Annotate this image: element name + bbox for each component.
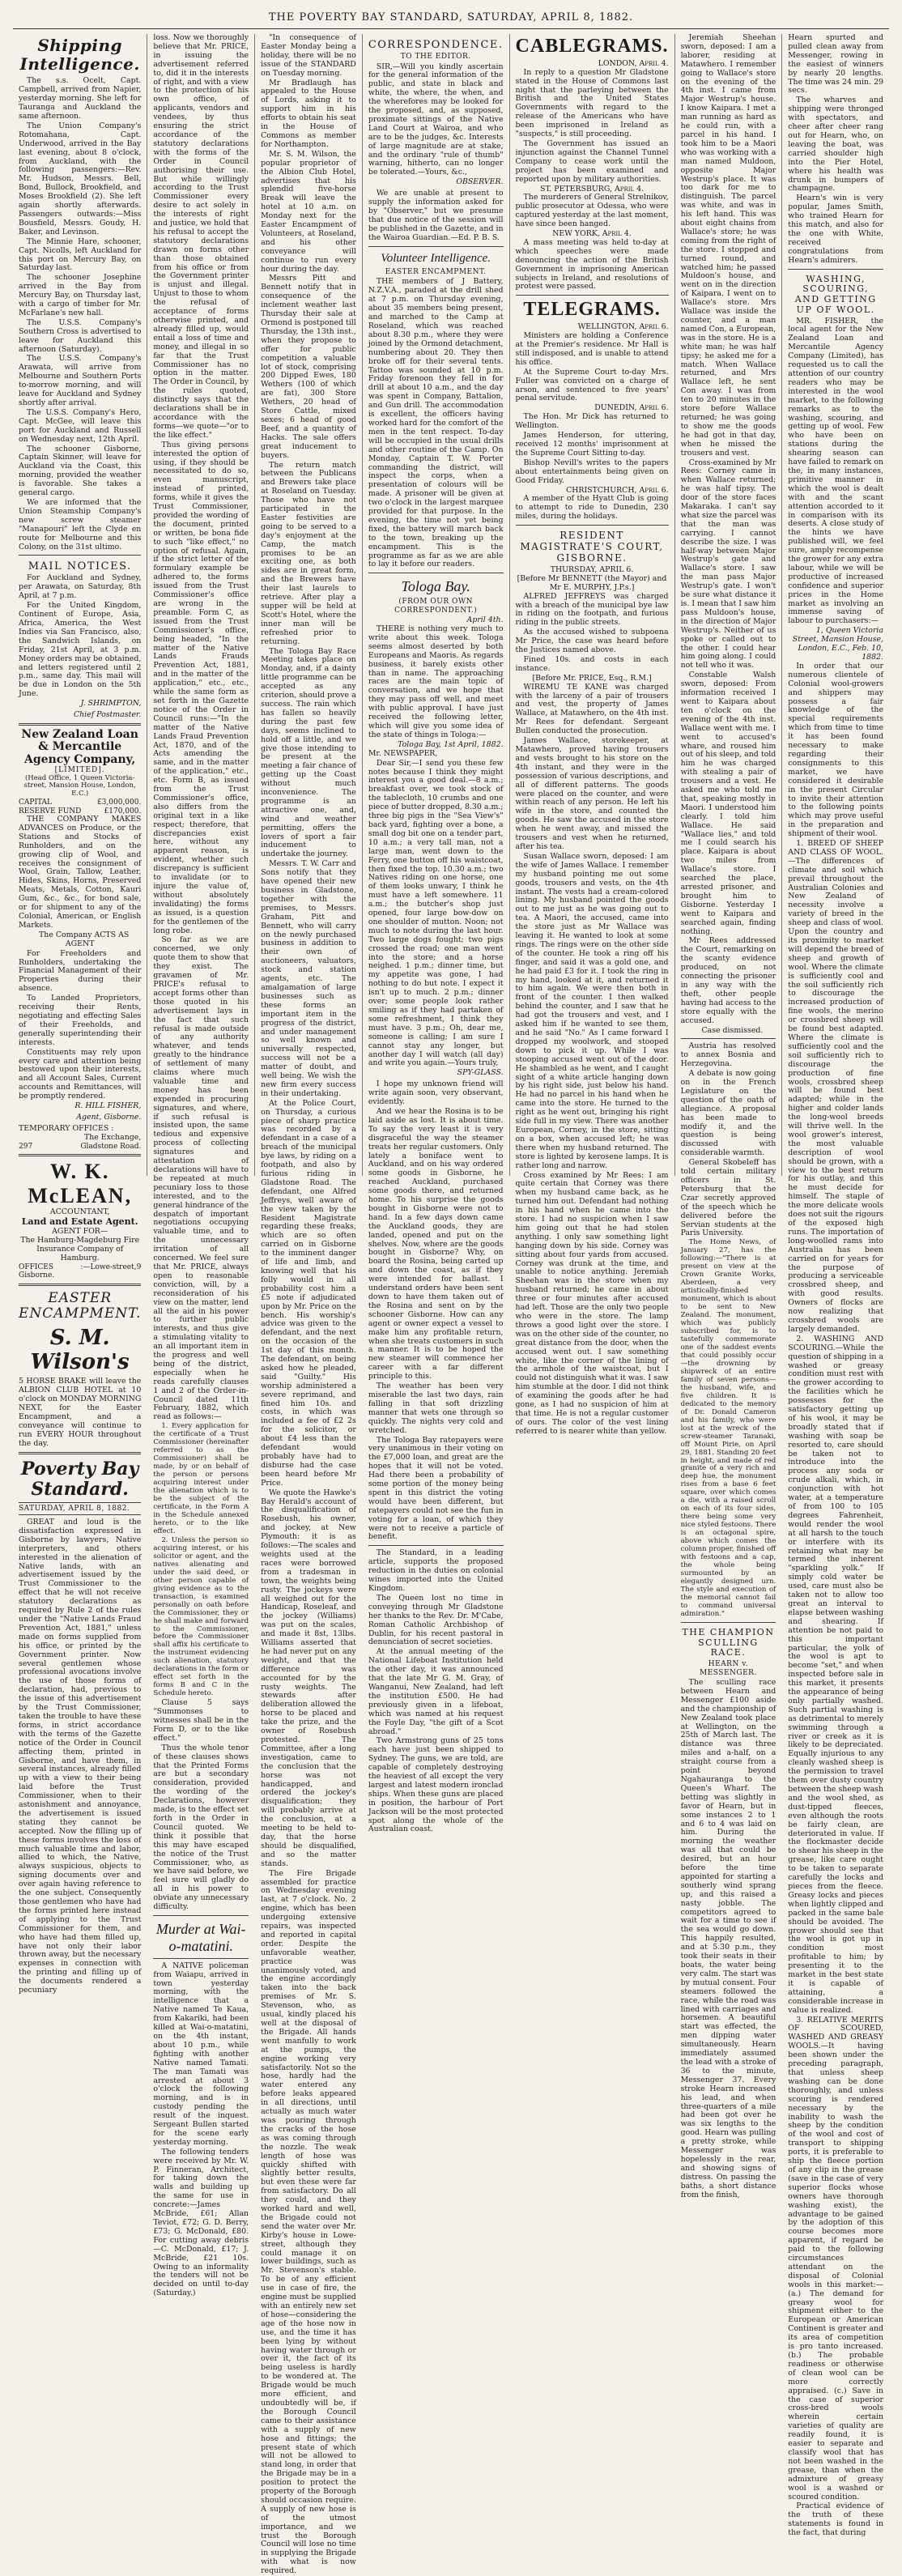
tologa-sub: (FROM OUR OWN CORRESPONDENT.): [394, 598, 478, 615]
signature: OBSERVER.: [456, 177, 504, 187]
reserve-value: £170,000.: [104, 807, 142, 815]
article-paragraph: The wharves and shipping were thronged with spectators, and cheer after cheer rang out for Hearn, who, on leaving the boat, was carried shoulder high into the Pier Hotel, where his health was drunk in bumpers of champagne.: [788, 96, 884, 194]
masthead: THE POVERTY BAY STANDARD, SATURDAY, APRIL 8, 1882.: [13, 11, 889, 29]
wk-subtitle-2: Land and Estate Agent.: [21, 1216, 138, 1228]
divider: [516, 525, 669, 526]
ad-title: New Zealand Loan & Mercantile Agency Company,: [21, 727, 138, 766]
column-1: [13, 34, 147, 1995]
divider: [19, 1452, 141, 1454]
article-paragraph: The Union Company's Rotomahana, Capt. Underwood, arrived in the Bay last evening, about 8 o'clock, from Auckland, with the following passengers:—Rev. Mr. Hudson, Messrs. Bell, Bond, Bullock, Brookfield, and Moses Brookfield (2). She left again shortly afterwards. Passengers outwards:—Miss Bousfield, Messrs. Goudy, H. Baker, and Levinson.: [19, 121, 142, 236]
article-paragraph: A debate is now going on in the French Legislature on the question of the oath of allegiance. A proposal has been made to modify it, and the question is being discussed with considerable warmth.: [680, 1069, 776, 1158]
murder-heading: Murder at Wai-o-matatini.: [155, 1920, 246, 1954]
article-paragraph: The schooner Josephine arrived in the Bay from Mercury Bay, on Thursday last, with a cargo of timber for Mr. McFarlane's new hall.: [19, 273, 142, 317]
column-5: [510, 34, 675, 1436]
article-paragraph: 2. Unless the person so acquiring interest, or his solicitor or agent, and the natives alienating and under the said deed, or other person capable of giving evidence as to the transaction, is examined personally on oath before the Commissioner, they or he shall make and forward to the Commissioner, before the Commissioner shall affix his certificate to the instrument evidencing such alienation, statutory declarations in the form or effect set forth in the forms B and C in the Schedule hereto.: [153, 1535, 249, 1698]
article-paragraph: Two Armstrong guns of 25 tons each have just been shipped to Sydney. The guns, we are told, are capable of completely destroying the heaviest of all except the very largest and latest modern ironclad ships. When these guns are placed in position, the harbour of Port Jackson will be the most protected spot along the whole of the Australian coast.: [368, 1736, 504, 1834]
article-paragraph: THERE is nothing very much to write about this week. Tologa seems almost deserted by both Europeans and Maoris. As regards business, it barely exists other than in name. The approaching races are the main topic of conversation, and we hope that they may pass off well, and meet with public approval. I have just received the following letter, which will give you some idea of the state of things in Tologa:—: [368, 624, 504, 739]
article-paragraph: The Company ACTS AS AGENT: [39, 930, 130, 948]
article-paragraph: Practical evidence of the truth of these statements is found in the fact, that during: [788, 2501, 884, 2538]
article-paragraph: The Standard, in a leading article, supports the proposed reduction in the duties on colonial wines imported into the United Kingdom.: [368, 1548, 504, 1593]
dateline: NEW YORK, April 4.: [552, 229, 632, 239]
column-4: [363, 34, 510, 1834]
article-paragraph: SIR,—Will you kindly ascertain for the general information of the public, and state in black and white, the where, the when, and the wherefores may be looked for the proposed, and, as supposed, proximate sittings of the Native Land Court at Wairoa, and who are to be the judges, &c. Interests of large magnitude are at stake, and the ordinary "rule of thumb" warning, hitherto, can no longer be tolerated.—Yours, &c.,: [368, 62, 504, 177]
dateline: DUNEDIN, April 6.: [594, 403, 669, 413]
article-paragraph: The Minnie Hare, schooner, Capt. Nicolls, left Auckland for this port on Mercury Bay, on Saturday last.: [19, 236, 142, 273]
shipping-heading: Shipping Intelligence.: [19, 36, 140, 75]
wk-offices-row: [19, 1263, 141, 1280]
article-paragraph: Hearn's win is very popular, James Smith, who trained Hearn for this match, and also for the one with White, received congratulations from Hearn's admirers.: [788, 194, 884, 265]
article-paragraph: Austria has resolved to annex Bosnia and Herzegovina.: [680, 1041, 776, 1069]
article-paragraph: loss. Now we thoroughly believe that Mr. PRICE, in issuing the advertisement referred to, did it in the interests of right, and with a view to the protection of his own office, of applicants, vendors and vendees, by thus ensuring the strict accordance of the statutory declarations with the forms of the Order in Council authorising their use. But while willingly according to the Trust Commissioner every desire to act solely in the interests of right and justice, we hold that his refusal to accept the statutory declarations drawn on forms other than those obtained from his office or from the Government printer is unjust and illegal. Unjust to those to whom the refusal of acceptance of forms otherwise printed, and already filled up, would entail a loss of time and money, and illegal in so far that the Trust Commissioner has no option in the matter. The Order in Council, by the rules quoted, distinctly says that the declarations shall be in accordance with the forms—we quote—"or to the like effect.": [153, 33, 249, 440]
article-paragraph: The following tenders were received by Mr. W. P. Finneran, Architect, for taking down the walls and building up the same for use in concrete:—James McBride, £61; Allan Teviot, £72; G. D. Berry, £73; G. McDonald, £80. For cutting away debris—C. McDonald, £17; J. McBride, £21 10s. Owing to an informality the tenders will not be decided on until to-day (Saturday.): [153, 2147, 249, 2298]
signature: SPY-GLASS.: [457, 1068, 504, 1078]
article-paragraph: Constable Walsh sworn, deposed: From information received I went to Kaipara about ten o'clock on the evening of the 4th inst. Wallace went with me. I went to accused's whare, and roused him out of his sleep, and told him he was charged with stealing a pair of trousers and a vest. He asked me who told me that, speaking mostly in Maori. I understood him clearly. I told him Wallace. He said "Wallace lies," and told me I could search his place. Kaipara is about two miles from Wallace's store. I searched the place, arrested prisoner, and brought him to Gisborne. Yesterday I went to Kaipara and searched again, finding nothing.: [680, 671, 776, 936]
article-paragraph: James Wallace, storekeeper, at Matawhero, proved having trousers and vests brought to his store on the 4th instant, and they were in the possession of various descriptions, and all of different patterns. The goods were placed on the counter, and were within reach of any person. He left his wife in the store, and counted the goods. He saw the accused in the store when he went away, and missed the trousers and vest when he returned, after his tea.: [515, 736, 669, 851]
column-2: [147, 33, 255, 2298]
article-paragraph: For Freeholders and Runholders, undertaking the Financial Management of their Properties during their absence.: [19, 948, 142, 994]
article-paragraph: A mass meeting was held to-day at which speeches were made denouncing the action of the British Government in imprisoning American subjects in Ireland, and resolutions of protest were passed.: [515, 237, 669, 292]
rm-date: THURSDAY, APRIL 6.: [550, 564, 634, 574]
volunteer-sub: EASTER ENCAMPMENT.: [385, 268, 487, 277]
column-6: [675, 33, 783, 2199]
article-paragraph: In reply to a question Mr Gladstone stated in the House of Commons last night that the parleying between the British and the United States Governments with regard to the release of the Americans who have been imprisoned in Ireland as "suspects," is still proceeding.: [515, 67, 669, 139]
article-paragraph: I hope my unknown friend will write again soon, very observant, evidently.: [368, 1079, 504, 1107]
article-paragraph: Mr Rees addressed the Court, remarking on the scanty evidence produced, on not connecting the prisoner in any way with the theft, other people having had access to the store equally with the accused.: [680, 936, 776, 1025]
article-paragraph: Messrs. T. W. Carr and Sons notify that they have opened their new business in Gladstone, together with the premises, to Messrs. Graham, Pitt and Bennett, who will carry on the newly purchased business in addition to their own of auctioneers, valuators, stock and station agents, etc. The amalgamation of large businesses such as these forms an important item in the progress of the district, and under management so well known and universally respected, success will not be a matter of doubt, and well being. We wish the new firm every success in their undertaking.: [261, 859, 356, 1098]
article-paragraph: 3. RELATIVE MERITS OF SCOURED, WASHED AND GREASY WOOLS.—It having been shown under the preceding paragraph, that unless sheep washing can be done thoroughly, and unless scouring is rendered necessary by the inability to wash the sheep by the condition of the wool and cost of transport to shipping ports, it is preferable to ship the fleece portion of any clip in the grease (save in the case of very superior flocks whose owners have thorough washing exist), the advantage to be gained by the adoption of this course becomes more apparent, if regard be paid to the following circumstances attendant on the disposal of Colonial wools in this market:—(a.) The demand for greasy wool for shipment either to the European or American Continent is greater and its area of competition is pro tanto increased. (b.) The probable readiness or otherwise of clean wool can be more correctly appraised. (c.) Save in the case of superior cross-bred wools wherein certain varieties of quality are readily found, it is easier to separate and classify wool that has not been washed in the grease, than when the admixture of greasy wool is a washed or scoured condition.: [788, 2015, 884, 2501]
dateline: CHRISTCHURCH, April 6.: [566, 485, 669, 495]
article-paragraph: The return match between the Publicans and Brewers take place at Roseland on Tuesday. Those who have not participated in the Easter festivities are going to be served to a day's enjoyment at the Camp, the match promises to be an exciting one, as both sides are in great form, and the Brewers have their last laurels to retrieve. After play a supper will be held at Scott's Hotel, where the inner man will be refreshed prior to returning.: [261, 460, 356, 646]
signature: J. SHRIMPTON,: [80, 699, 142, 709]
letter-date: Tologa Bay, 1st April, 1882.: [398, 739, 504, 749]
article-paragraph: For Auckland and Sydney, per Arawata, on Saturday, 8th April, at 7 p.m.: [19, 573, 142, 601]
article-paragraph: At the annual meeting of the National Lifeboat Institution held the other day, it was announced that the late Mr G. M. Gray, of Wanganui, New Zealand, had left the institution £500. He had previously given in a lifeboat, which was named at his request the Foyle Day, "the gift of a Scot abroad.": [368, 1647, 504, 1736]
temp-row: [19, 1143, 141, 1151]
article-paragraph: At the Supreme Court to-day Mrs. Fuller was convicted on a charge of arson, and sentenced to five years' penal servitude.: [515, 367, 669, 403]
ad-subtitle: [LIMITED].: [54, 766, 105, 775]
article-paragraph: At the Police Court, on Thursday, a curious piece of sharp practice was recorded by a defendant in a case of a breach of the municipal bye laws, by riding on a footpath, and also by furious riding in Gladstone Road. The defendant, one Alfred Jeffreys, well aware of the view taken by the Resident Magistrate regarding these freaks, which are so often carried on in Gisborne to the imminent danger of life and limb, and knowing well that his folly would in all probability cost him a £5 note if adjudicated upon by Mr. Price on the bench. His worship's advice was given to the defendant, and the next on the occasion of the 1st day of this month. The defendant, on being asked how he pleaded, said "Guilty." His worship administered a severe reprimand, and fined him 10s. and costs, in which was included a fee of £2 2s for the solicitor, or about £4 less than the defendant would probably have had to disburse had the case been heard before Mr Price.: [261, 1098, 356, 1488]
article-paragraph: The U.S.S. Company's Arawata, will arrive from Melbourne and Southern Ports to-morrow morning, and will leave for Auckland and Sydney shortly after arrival.: [19, 354, 142, 407]
tologa-date: April 4th.: [466, 615, 504, 625]
article-paragraph: James Henderson, for uttering, received 12 months' imprisonment at the Supreme Court Sitting to-day.: [515, 431, 669, 458]
champion-sub: HEARN v. MESSENGER.: [700, 1660, 757, 1677]
article-paragraph: The weather has been very miserable the last two days, rain falling in that soft drizzling manner that wets one through so quickly. The nights very cold and wretched.: [368, 1382, 504, 1435]
volunteer-heading: Volunteer Intelligence.: [381, 251, 491, 265]
article-paragraph: The Hon. Mr Dick has returned to Wellington.: [515, 412, 669, 431]
article-paragraph: The murderers of General Strelnikov, public prosecutor at Odessa, who were captured yesterday at the last moment, have since been hanged.: [515, 193, 669, 229]
article-paragraph: 2. WASHING AND SCOURING.—While the question of shipping in a washed or greasy condition must rest with the grower according to the facilities which he possesses for the satisfactory getting up of his wool, it may be broadly stated that if washing with soap be resorted to, care should be taken not to introduce into the process any soda or crude alkali, which, in conjunction with hot water, at a temperature of from 100 to 105 degrees Fahrenheit, would render the wool at all harsh to the touch or interfere with its retaining what may be termed the inherent "sparkling yolk." If simply cold water be used, care must also be taken not to allow too great an interval to elapse between washing and shearing. If attention be not paid to this important particular, the yolk of the wool is apt to become "set," and when inspected before sale in this market, it presents the appearance of being only partially washed. Such partial washing is as detrimental to merely swimming through a river or creek as it is likely to be depreciated. Equally injurious to any cleanly washed sheep is the permission to travel them over dusty country between the sheep wash and the wool shed, as dust-tipped fleeces, even although the roots be fairly clean, are deteriorated in value. If the flockmaster decide to shear his sheep in the grease, like care ought to be taken to separate carefully the locks and pieces from the fleece. Greasy locks and pieces when lightly clipped and packed in the same bale should be avoided. The grower should see that the wool is got up in condition most profitable to him; by presenting it to the market in the best state it is capable of attaining, a considerable increase in value is realized.: [788, 1334, 884, 2015]
cablegrams-heading: CABLEGRAMS.: [515, 36, 669, 57]
wk-subtitle: ACCOUNTANT,: [49, 1207, 110, 1217]
divider: [788, 269, 883, 270]
article-paragraph: As the accused wished to subpoena Mr Price, the case was heard before the Justices named above.: [515, 628, 669, 655]
article-paragraph: The Home News, of January 27, has the following:—"There is at present on view at the Crown Granite Works, Aberdeen, a very artistically-finished monument, which is about to be sent to New Zealand. The monument, which was publicly subscribed for, is to tastefully commemorate one of the saddest events that could possibly occur—the drowning by shipwreck of an entire family of seven persons—the husband, wife, and five children. It is dedicated to the memory of Dr. Donald Cameron and his family, who were lost at the wreck of the screw-steamer Taranaki, off Mount Pirie, on April 29, 1881. Standing 20 feet in height, and made of red granite of a very rich and deep hue, the monument rises from a base 6 feet square, over which comes a die, with a raised scroll on each of its four sides, there being some very nice styled festoons. There is an octagonal spire, above which comes the column proper, finished off with festoons and a cap, the whole being surmounted by an elegantly designed urn. The style and execution of the memorial cannot fail to command universal admiration.": [680, 1238, 776, 1618]
article-paragraph: Mr Bradlaugh has appealed to the House of Lords, asking it to support him in his efforts to obtain his seat in the House of Commons as member for Northampton.: [261, 78, 356, 149]
column-3: [255, 33, 363, 2576]
article-paragraph: Thus giving persons interested the option of using, if they should be necessitated to do so, even manuscript, instead of printed, forms, while it gives the Trust Commissioner, provided the wording of the document, printed or written, be bona fide to such "like effect," no option of refusal. Again, if the strict letter of the formulary example be adhered to, the forms issued from the Trust Commissioner's office are wrong in the preamble. Form C, as issued from the Trust Commissioner's office, being headed, "In the matter of the Native Lands Frauds Prevention Act, 1881, and in the matter of the application," etc., etc., while the same form as set forth in the Gazette notice of the Order in Council runs:—"In the matter of the Native Lands Fraud Prevention Act, 1870, and of the Acts amending the same, and in the matter of the application," etc., etc. Form B, as issued from the Trust Commissioner's office, also differs from the original text in a like respect; therefore, that discrepancies exist here, without any apparent reason, is evident, whether such discrepancy is sufficient to invalidate (or to injure the value of, without absolutely invalidating) the forms as issued, is a question for the gentlemen of the long robe.: [153, 440, 249, 935]
divider: [368, 246, 504, 247]
article-paragraph: Dear Sir,—I send you these few notes because I think they might interest you a good deal.—8 a.m.; breakfast over, we took stock of the tablecloth, 10 crumbs and one piece of butter dropped, 8.30 a.m.; three big pigs in the "Sea View's" back yard, fighting over a bone, a small dog bit one on a tender part, 10 a.m.; a very tall man, not a large man, went down to the Ferry, one button off his waistcoat, then fixed the top. 10.30 a.m.; two Natives riding on one horse, one of them looks unwary, I think he must have a left somewhere. 11 a.m.; the butcher's shop just opened, four large bow-dow on one shoulder of mutton. Noon; not much to note during the last hour. Two large dogs fought; two pigs crossed the road; one man went into the store; and a horse neighed. 1 p.m.; dinner time, but my appetite was gone, I had nothing to do but note. I expect it isn't up to much. 2 p.m.; dinner over; some people look rather smiling as if they had partaken of some refreshment, I think they must have. 3 p.m.; Oh, dear me, someone is calling; I am sure I cannot stay any longer, but another day I will watch (all day) and write you again.—Yours truly,: [368, 758, 504, 1068]
article-paragraph: General Skobeleff has told certain military officers in St. Petersburg that the Czar secretly approved of the speech which he delivered before the Servian students at the Paris University.: [680, 1158, 776, 1238]
dateline: [19, 1502, 141, 1515]
tologa-heading: Tologa Bay.: [401, 578, 470, 595]
wk-agent-2: The Hamburg-Magdeburg Fire Insurance Company of Hamburg.: [20, 1235, 140, 1262]
signature-title: Chief Postmaster.: [73, 710, 142, 720]
correspondence-heading: CORRESPONDENCE.: [368, 39, 504, 51]
article-paragraph: Fined 10s. and costs in each instance.: [515, 654, 669, 673]
article-paragraph: Constituents may rely upon every care and attention being bestowed upon their interests, and all Account Sales, Current accounts and Remittances, will be promptly rendered.: [19, 1047, 142, 1101]
paper-title: Poverty Bay Standard.: [21, 1458, 139, 1501]
article-paragraph: 1. BREED OF SHEEP AND CLASS OF WOOL.—The differences of climate and soil which prevail throughout the Australian Colonies and New Zealand of necessity involve a variety of breed in the sheep and class of wool. Upon the country and its proximity to market will depend the breed of sheep and growth of wool. Where the climate is sufficiently cool and the soil sufficiently rich to discourage the increased production of fine wools, the merino or crossbred sheep will be found best adapted. Where the climate is sufficiently cool and the soil sufficiently rich to discourage the production of fine wools, crossbred sheep will be found best adapted; while in the higher and colder lands the long-wool breeds will thrive well. In the wool grower's interest, the most valuable description of wool should be grown, with a view to the best return for his outlay, and this he must decide for himself. The staple of the more delicate wools does not suit the rigours of the exposed high runs. The importation of long-woolled rams into Australia has been carried on for years for the purpose of producing a serviceable crossbred sheep, and with good results. Owners of flocks are now realizing that crossbred wools are largely demanded.: [788, 839, 884, 1334]
article-paragraph: GREAT and loud is the dissatisfaction expressed in Gisborne by lawyers, Native interpreters, and others interested in the alienation of Native lands, with an advertisement issued by the Trust Commissioner to the effect that he will not receive statutory declarations as required by Rule 2 of the rules under the "Native Lands Fraud Prevention Act, 1881," unless made on forms supplied from his office, or printed by the Government printer. Now several gentlemen whose professional avocations involve the use of those forms of declaration, had, previous to the issue of this advertisement by the Trust Commissioner, taken the trouble to have these forms, in strict accordance with the terms of the Gazette notice of the Order in Council affecting them, printed in Gisborne, and have them, in several instances, already filled up with a view to their being laid before the Trust Commissioner, when to their astonishment and annoyance, the advertisement is issued stating they cannot be accepted. Now the filling up of these forms involves the loss of much valuable time and labor, allied to which, the Native, always suspicious, objects to signing documents over and over again having reference to the one subject. Consequently those gentlemen who have had the forms printed here instead of applying to the Trust Commissioner for them, and who have had them filled up, have not only their labor thrown away, but the necessary expenses in connection with the printing and filling up of the documents rendered a pecuniary: [19, 1518, 142, 1995]
article-paragraph: THE COMPANY MAKES ADVANCES on Produce, or the Stations and Stocks of Runholders, and on the growing clip of Wool, and receives the consignment of Wool, Grain, Tallow, Leather, Hides, Skins, Horns, Preserved Meats, Metals, Cotton, Kauri Gum, &c., &c., for bond sale, or for shipment to any of the Colonial, American, or English Markets.: [19, 815, 142, 930]
champion-heading: THE CHAMPION SCULLING RACE.: [682, 1626, 775, 1658]
wk-title: W. K. McLEAN,: [28, 1160, 133, 1208]
article-paragraph: ALFRED JEFFREYS was charged with a breach of the municipal bye law in riding on the footpath, and furious riding in the public streets.: [515, 591, 669, 628]
telegrams-heading: TELEGRAMS.: [523, 299, 661, 321]
capital-label: CAPITAL: [19, 798, 52, 807]
divider: [153, 1915, 249, 1916]
article-paragraph: A member of the Hyatt Club is going to attempt to ride to Dunedin, 230 miles, during the holidays.: [515, 494, 669, 522]
wk-agent: AGENT FOR—: [52, 1227, 108, 1237]
reserve-label: RESERVE FUND: [19, 807, 82, 815]
article-paragraph: Mr. NEWSPAPER,: [368, 748, 438, 758]
divider: [681, 1038, 776, 1039]
dateline: ST. PETERSBURG, April 4.: [540, 184, 645, 194]
article-paragraph: Susan Wallace sworn, deposed: I am the wife of James Wallace. I remember my husband pointing me out some goods, trousers and vests, on the 4th instant. The vests had a cream-colored lining. My husband pointed the goods out to me just as he was going out to tea. A Maori, the accused, came into the store just as Mr Wallace was leaving it. He wanted to look at some rings. The rings were on the other side of the counter. He took a ring off his finger, and said it was a gold one, and he had paid £3 for it. I took the ring in my hand, looked at it, and returned it to him again. We were then both in front of the counter. I then walked behind the counter, and I saw that he had got the trousers and vest, and I asked him if he wanted to see them, and he said "No." As I came forward I dropped my woolwork, and stooped down to pick it up. While I was stooping accused went out of the door. He shambled as he went, and I caught sight of a white article hanging down by his right side, just below his hand. He had no parcel in his hand when he came into the store. He turned to the right as he went out, bringing his right side full in my view. There was another European, Corney, in the store, sitting on a box, when accused left; he was there when my husband returned. The store is lighted by kerosene lamps. It is rather long and narrow.: [515, 851, 669, 1170]
article-paragraph: The Tologa Bay Race Meeting takes place on Monday, and, if a dainty little programme can be accepted as any criterion, should prove a success. The rain which has fallen so heavily during the past few days, seems inclined to hold off a little, and we give those intending to be present at the meeting a fair chance of getting up the Coast without much inconvenience. The programme is an attractive one, and, wind and weather permitting, offers the lovers of sport a fair inducement to undertake the journey.: [261, 646, 356, 859]
article-paragraph: The Government has issued an injunction against the Channel Tunnel Company to cease work until the project has been examined and reported upon by military authorities.: [515, 138, 669, 184]
mail-heading: MAIL NOTICES.: [28, 560, 132, 573]
divider: [368, 1545, 504, 1546]
nzl-advert: [19, 729, 141, 1151]
easter-heading: EASTER ENCAMPMENT.: [19, 1289, 142, 1322]
wk-num: 9: [136, 1262, 142, 1271]
article-paragraph: The schooner Gisborne, Captain Skinner, will leave for Auckland via the Coast, this morning, provided the weather is favorable. She takes a general cargo.: [19, 444, 142, 498]
divider: [516, 295, 669, 296]
article-paragraph: 5 HORSE BRAKE will leave the ALBION CLUB HOTEL at 10 o'clock on MONDAY MORNING NEXT, for the Easter Encampment, and a conveyance will continue to run EVERY HOUR throughout the day.: [19, 1377, 142, 1448]
wk-offices: OFFICES :—Lowe-street, Gisborne.: [19, 1262, 137, 1280]
rm-before: [Before Mr. PRICE, Esq., R.M.]: [532, 673, 652, 683]
divider: [153, 1958, 249, 1959]
article-paragraph: The U.S.S. Company's Southern Cross is advertised to leave for Auckland this afternoon (Saturday).: [19, 317, 142, 354]
article-paragraph: 1. Every application for the certificate of a Trust Commissioner (hereinafter referred to as the Commissioner) shall be made, by or on behalf of the person or persons acquiring interest under the alienation which is to be the subject of the certificate, in the Form A in the Schedule annexed hereto, or to the like effect.: [153, 1422, 249, 1535]
article-paragraph: So far as we are concerned, we only quote them to show that they exist. The gravamen of Mr. PRICE's refusal to accept forms other than those quoted in his advertisement lays in the fact that such refusal is made outside of any authority whatever, and tends greatly to the hindrance of settlement of many claims where much valuable time and money has been expended in procuring signatures, and where, if such refusal is insisted upon, the same tedious and expensive process of collecting signatures and attestation of declarations will have to be repeated at much pecuniary loss to those interested, and to the general hindrance of the despatch of important negotiations occupying valuable time, and to the unnecessary irritation of all concerned. We feel sure that Mr. PRICE, always open to reasonable conviction, will, by a reconsideration of his view on the matter, lend all the aid in his power to further public interests, and thus give a stimulating vitality to an all important item in the progress and well being of the district, especially when he reads carefully clauses 1 and 2 of the Order-in-Council dated 11th February, 1882, which read as follows:—: [153, 935, 249, 1422]
article-paragraph: MR. FISHER, the local agent for the New Zealand Loan and Mercantile Agency Company (Limited), has requested us to call the attention of our country readers who may be interested in the wool market, to the following remarks as to the washing, scouring, and getting up of wool. Few who have been on stations during the shearing season can have failed to remark on the, in many instances, primitive manner in which the wool is dealt with and the scant attention accorded to it in comparison with its deserts. A close study of the hints we have published will, we feel sure, amply recompense the grower for any extra labour, while we will be productive of increased confidence and superior prices in the Home market as involving an immense saving of labour to purchasers:—: [788, 316, 884, 626]
temp-offices: TEMPORARY OFFICES :: [19, 1123, 114, 1133]
article-paragraph: Bishop Nevill's writes to the papers about entertainments being given on Good Friday.: [515, 458, 669, 485]
article-paragraph: THE members of J Battery, N.Z.V.A., paraded at the drill shed at 7 p.m. on Thursday evening, about 35 members being present, and marched to the Camp at Roseland, which was reached about 8.30 p.m., where they were joined by the Ormond detachment, numbering about 20. They then broke off for their several tents. Tattoo was sounded at 10 p.m. Friday forenoon they fell in for drill at about 10 a.m., and the day was spent in Company, Battalion, and Gun drill. The accommodation is excellent, the officers having worked hard for the comfort of the men in the tent respect. To-day will be occupied in the usual drills and other routine of the Camp. On Monday, Captain T. W. Porter commanding the district, will inspect the corps, when a presentation of colours will be made. A prisoner will be given at two o'clock in the largest marquee provided for that purpose. In the evening, the time not yet being fixed, the battery will march back to the town, breaking up the encampment. This is the programme as far as we are able to lay it before our readers.: [368, 277, 504, 569]
temp-num: 297: [19, 1142, 33, 1151]
article-paragraph: "In consequence of Easter Monday being a holiday, there will be no issue of the STANDARD on Tuesday morning.: [261, 33, 356, 78]
article-paragraph: Messrs Pitt and Bennett notify that in consequence of the inclement weather last Thursday their sale at Ormond is postponed till Thursday, the 13th inst., when they propose to offer for public competition a valuable lot of stock, comprising 200 Dipped Ewes, 180 Wethers (100 of which are fat), 300 Store Wethers, 20 head of Store Cattle, mixed sexes; 6 head of good Beef, and a quantity of Hacks. The sale offers great inducement to buyers.: [261, 274, 356, 460]
article-paragraph: WIREMU TE KANE was charged with the larceny of a pair of trousers and vest, the property of James Wallace, at Matawhero, on the 4th inst. Mr Rees for defendant. Sergeant Bullen conducted the prosecution.: [515, 682, 669, 736]
article-paragraph: In order that our numerous clientele of Colonial wool-growers and shippers may possess a fair knowledge of the special requirements which from time to time it has been found necessary to make regarding their consignments to this market, we have considered it desirable in the present Circular to invite their attention to the following points which may prove useful in the preparation and shipment of their wool.: [788, 661, 884, 839]
divider: [19, 555, 141, 556]
article-paragraph: The Tologa Bay ratepayers were very unanimous in their voting on the £7,000 loan, and great are the hopes that it will not be voted. Had there been a probability of some portion of the money being spent in this district the voting would have been different, but ratepayers could not see the fun in voting for a loan, of which they were not to receive a particle of benefit.: [368, 1435, 504, 1542]
article-paragraph: The sculling race between Hearn and Messenger £100 aside and the championship of New Zealand took place at Wellington, on the 25th of March last. The distance was three miles and a-half, on a straight course from a point beyond Ngahauranga to the Queen's Wharf. The betting was slightly in favor of Hearn, but in some instances 2 to 1 and 6 to 4 was laid on him. During the morning the weather was all that could be desired, but an hour before the time appointed for starting a southerly wind sprang up, and this raised a nasty jobble. The competitors agreed to wait for a time to see if the sea would go down. This happily resulted, and at 5.30 p.m., they took their seats in their boats, the water being very calm. The start was by mutual consent. Four steamers followed the race, while the road was lined with carriages and horsemen. A beautiful start was effected, the men dipping water simultaneously. Hearn immediately assumed the lead with a stroke of 36 to the minute, Messenger 37. Every stroke Hearn increased his lead, and when three-quarters of a mile had been got over he was six lengths to the good. Hearn was pulling a pretty stroke, while Messenger was hopelessly in the rear, and showing signs of distress. On passing the baths, a short distance from the finish,: [680, 1678, 776, 2199]
article-paragraph: To Landed Proprietors, receiving their Rents, negotiating and effecting Sales of their Freeholds, and generally superintending their interests.: [19, 994, 142, 1047]
divider: [681, 1622, 776, 1623]
article-paragraph: And we hear the Rosina is to be laid aside as lost. It is about time. To say the very least it is very disgraceful the way the steamer treats her regular customers. Only lately a boniface went to Auckland, and on his way ordered some goods in Gisborne, he reached Auckland, purchased some goods there, and returned home. To his surprise the goods bought in Gisborne were not to hand. In a few days down came the Auckland goods, they are landed, opened and put on the shelves. Now, where are the goods bought in Gisborne? Why, on board the Rosina, being carted up and down the coast, as if they were intended for ballast. I understand orders have been sent down to have them taken out of the Rosina and sent on by the schooner Gisborne. How can any agent or owner expect a vessel to make him any profitable return, when she treats customers in such a manner. It is to be hoped the new steamer will commence her career with a far different principle to this.: [368, 1106, 504, 1382]
article-paragraph: Cross-examined by Mr Rees: Corney came in when Wallace returned; he was half tipsy. The door of the store faces Makaraka. I can't say what size the parcel was that the man was carrying. I cannot describe the size. I was half-way between Major Westrup's gate and Wallace's store. I saw the man pass Major Westrup's gate. I won't be sure what distance it is. I mean that I saw him pass Muldoon's house, in the direction of Major Westrup's. Neither of us spoke or called out to the other. I could hear him going along. I could not tell who it was.: [680, 458, 776, 671]
article-paragraph: For the United Kingdom, Continent of Europe, Asia, Africa, America, the West Indies via San Francisco, also, the Sandwich Islands, on Friday, 21st April, at 3 p.m. Money orders may be obtained, and letters registered until 2 p.m., same day. This mail will be due in London on the 5th June.: [19, 601, 142, 699]
article-paragraph: We are informed that the Union Steamship Company's new screw steamer "Manapouri" left the Clyde en route for Melbourne and this Colony, on the 31st ultimo.: [19, 497, 142, 551]
columns: [13, 33, 889, 2576]
wilson-heading: S. M. Wilson's: [30, 1326, 130, 1375]
article-paragraph: Case dismissed.: [701, 1025, 764, 1035]
temp-road: Gladstone Road.: [80, 1142, 142, 1151]
article-paragraph: Clause 5 says "Summonses to witnesses shall be in the Form D, or to the like effect.": [153, 1698, 249, 1743]
rm-court-heading: RESIDENT MAGISTRATE'S COURT, GISBORNE.: [520, 530, 664, 564]
correspondence-sub: TO THE EDITOR.: [400, 53, 471, 62]
article-paragraph: We quote the Hawke's Bay Herald's account of the disqualification of Rosebush, his owner, and jockey, at New Plymouth: it is as follows:—The scales and weights used at the races were borrowed from a tradesman in town, the weights being rusty. The jockeys were all weighed out for the Handicap, Roseleaf, and the jockey (Williams) was put on the scales, and made it 8st, 13lbs. Williams asserted that he had never put on any weight, and that the difference was accounted for by the rusty weights. The stewards after deliberation allowed the horse to be placed and take the prize, and the owner of Rosebush protested. The Committee, after a long investigation, came to the conclusion that the horse was not handicapped, and ordered the jockey's disqualification; they will probably arrive at the conclusion, at a meeting to be held to-day, that the horse should be disqualified, and so the matter stands.: [261, 1488, 356, 1868]
article-paragraph: Hearn spurted and pulled clean away from Messenger, rowing in the easiest of winners by nearly 20 lengths. The time was 24 min. 29 secs.: [788, 33, 884, 96]
temp-address: The Exchange,: [83, 1132, 142, 1142]
article-paragraph: We are unable at present to supply the information asked for by "Observer," but we presume that due notice of the session will be published in the Gazette, and in the Wairoa Guardian.—Ed. P. B. S.: [368, 189, 504, 242]
article-paragraph: The Queen lost no time in conveying through Mr Gladstone her thanks to the Rev. Dr. M'Cabe, Roman Catholic Archbishop of Dublin, for his recent pastoral in denunciation of secret societies.: [368, 1593, 504, 1647]
divider: [19, 1154, 141, 1156]
capital-row: [19, 798, 141, 807]
article-paragraph: Cross examined by Mr Rees: I am quite certain that Corney was there when my husband came back, as he turned him out. Defendant had nothing in his hand when he came into the store. I had no suspicion when I saw him going out that he had stolen anything. I only saw something light hanging down by his side. Corney was sitting about four yards from accused. Corney was drunk at the time, and unable to notice anything. Jeremiah Sheehan was in the store when my husband returned; he came in about three or four minutes after accused had left. Those are the only two people who were in the store. The lamp throws a good light over the store. I was on the other side of the counter, no great distance from the door, when the accused went out. I saw something white, like the corner of the lining of the armhole of the waistcoat, but I could not distinguish what it was. I saw him stumble at the door. I did not think of examining the goods after he had gone, as I had no suspicion of him at that time. He is not a regular customer of ours. The color of the vest lining referred to is nearer white than yellow.: [515, 1170, 669, 1436]
article-paragraph: The Fire Brigade assembled for practice on Wednesday evening last, at 7 o'clock. No. 2 engine, which has been undergoing extensive repairs, was inspected and reported in capital order. Despite the unfavorable weather, practice was unanimously voted, and the engine accordingly taken into the back premises of Mr. S. Stevenson, who, as usual, kindly placed his well at the disposal of the Brigade. All hands went manfully to work at the pumps, the engine working very satisfactorily. Not so the hose, hardly had the water entered any before leaks appeared in all directions, until actually as much water was pouring through the cracks of the hose as was coming through the nozzle. The weak length of hose was quickly shifted with slightly better results, but even these were far from satisfactory. Do all they could, and they worked hard and well, the Brigade could not send the water over Mr. Kirby's house in Lowe-street, although they could manage it on lower buildings, such as Mr. Stevenson's stable. To be of any efficient use in case of fire, the engine must be supplied with an entirely new set of hose—considering the age of the hose now in use, and the time it has been lying by without having water through or over it, the fact of its being useless is hardly to be wondered at. The Brigade would be much more efficient, and undoubtedly will be, if the Borough Council came to their assistance with a supply of new hose and fittings; the present state of which will not be allowed to stand long, in order that the Brigade may be in a position to protect the property of the Borough should occasion require. A supply of new hose is of the utmost importance, and we trust the Borough Council will lose no time in supplying the Brigade with what is now required.: [261, 1868, 356, 2576]
article-paragraph: The s.s. Ocelt, Capt. Campbell, arrived from Napier, yesterday morning. She left for Tauranga and Auckland the same afternoon.: [19, 76, 142, 121]
article-paragraph: Ministers are holding a Conference at the Premier's residence. Mr Hall is still indisposed, and is unable to attend his office.: [515, 331, 669, 367]
dateline-text: SATURDAY, APRIL 8, 1882.: [19, 1504, 130, 1513]
article-paragraph: Thus the whole tenor of these clauses shows that the Printed Forms are but a secondary consideration, provided the wording of the Declarations, however made, is to the effect set forth in the Order in Council quoted. We think it possible that this may have escaped the notice of the Trust Commissioner, who, as we have said before, we feel sure will gladly do all in his power to obviate any unnecessary difficulty.: [153, 1743, 249, 1912]
washing-heading: WASHING, SCOURING, AND GETTING UP OF WOOL.: [794, 273, 877, 315]
signature-title: Agent, Gisborne.: [76, 1112, 142, 1122]
divider: [19, 723, 141, 726]
wash-address: 1, Queen Victoria Street, Mansion House, London, E.C., Feb. 10, 1882.: [792, 626, 884, 662]
capital-value: £3,000,000.: [96, 798, 142, 807]
column-7: [782, 33, 889, 2538]
article-paragraph: The U.S.S. Company's Hero, Capt. McGee, will leave this port for Auckland and Russell on Wednesday next, 12th April.: [19, 407, 142, 444]
signature: R. HILL FISHER,: [74, 1101, 142, 1111]
dateline: LONDON, April 4.: [598, 58, 669, 68]
article-paragraph: Jeremiah Sheehan sworn, deposed: I am a laborer, residing at Matawhero. I remember going to Wallace's store on the evening of the 4th inst. I came from Major Westrup's house. I know Kaipara. I met a man running as hard as he could run, with a parcel in his hand. I took him to be a Maori who was working with a man named Muldoon, opposite Major Westrup's place. It was too dark for me to distinguish. The parcel was white, and was in his left hand. This was about eight chains from Wallace's store; he was coming from the right of the store. I stopped and turned round, and watched him; he passed Muldoon's house, and went on in the direction of Kaipara. I went on to Wallace's store. Mrs Wallace was inside the counter, and a man named Con, a European, was in the store. He is a white man; he was half tipsy; he asked me for a match. When Wallace returned, and Mrs Wallace left, he sent Con away. I was from ten to 20 minutes in the store before Wallace returned; he was going to show me the goods he had got in that day, when he missed the trousers and vest.: [680, 33, 776, 458]
divider: [19, 1284, 141, 1286]
dateline: WELLINGTON, April 6.: [577, 322, 669, 332]
ad-office: (Head Office, 1 Queen Victoria-street, Mansion House, London, E.C.): [23, 773, 136, 798]
rm-before: [Before Mr BENNETT (the Mayor) and Mr E. MURPHY, J.P.s.]: [517, 573, 667, 592]
article-paragraph: Mr. S. M. Wilson, the popular proprietor of the Albion Club Hotel, advertises that his splendid five-horse Break will leave the hotel at 10 a.m. on Monday next for the Easter Encampment of Volunteers, at Roseland, and his other conveyance will continue to run every hour during the day.: [261, 149, 356, 274]
article-paragraph: A NATIVE policeman from Waiapu, arrived in town yesterday morning, with the intelligence that a Native named Te Kaua, from Kakariki, had been killed at Wai-o-matatini, on the 4th instant, about 10 p.m., while fighting with another Native named Tamati. The man Tamati was arrested at about 3 o'clock the following morning, and is in custody pending the result of the inquest. Sergeant Bullen started for the scene early yesterday morning.: [153, 1961, 249, 2147]
